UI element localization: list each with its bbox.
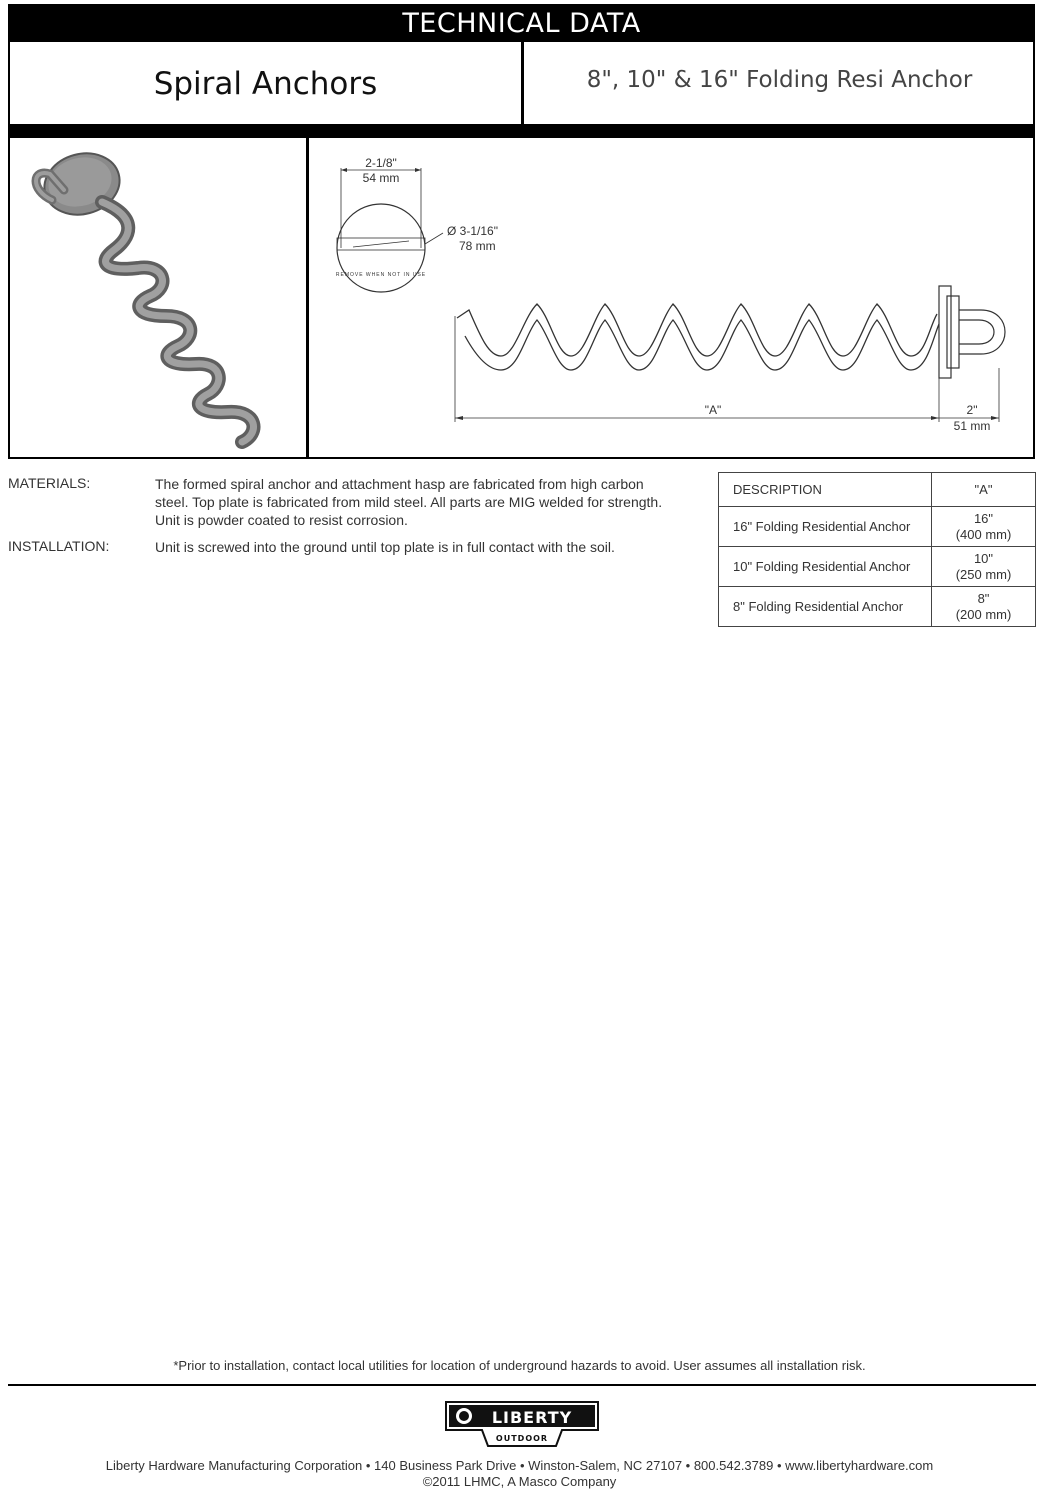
logo-sub: OUTDOOR [495,1434,549,1443]
materials-line: steel. Top plate is fabricated from mild steel. All parts are MIG welded for strength. [155,494,663,510]
header-bar [8,4,1035,42]
disclaimer: *Prior to installation, contact local utilities for location of underground hazards to avoid. User assumes all installation risk. [173,1358,866,1373]
installation-label: INSTALLATION: [8,538,110,554]
installation-text: Unit is screwed into the ground until top plate is in full contact with the soil. [155,539,615,555]
table-header-a: "A" [932,473,1036,507]
materials-line: Unit is powder coated to resist corrosion. [155,512,408,528]
footer-copyright: ©2011 LHMC, A Masco Company [422,1474,617,1489]
technical-drawing [309,138,1033,457]
logo-name: LIBERTY [491,1408,573,1427]
plate-caption: REMOVE WHEN NOT IN USE [335,272,427,278]
separator-bar [8,124,1035,138]
materials-label: MATERIALS: [8,475,91,491]
row-description: 8" Folding Residential Anchor [719,587,932,627]
table-header-description: DESCRIPTION [719,473,932,507]
spiral-side-view [457,304,937,356]
footer-rule [8,1384,1036,1386]
table-row [719,507,1036,547]
plate-diameter-in: Ø 3-1/16" [447,224,498,238]
plate-width-in: 2-1/8" [365,156,397,170]
image-row [8,138,1035,459]
row-a-value: 10" (250 mm) [932,547,1036,587]
dimensions-table [718,472,1036,627]
materials-text [155,475,662,529]
row-a-value: 8" (200 mm) [932,587,1036,627]
materials-line: The formed spiral anchor and attachment hasp are fabricated from high carbon [155,476,644,492]
plate-width-mm: 54 mm [362,171,400,185]
liberty-logo [442,1400,602,1450]
row-description: 16" Folding Residential Anchor [719,507,932,547]
plate-diameter-mm: 78 mm [459,239,496,253]
hasp-mm: 51 mm [953,419,991,433]
table-row [719,587,1036,627]
table-header-row [719,473,1036,507]
product-name: Spiral Anchors [153,66,378,102]
page-title: TECHNICAL DATA [402,8,641,39]
footer-address: Liberty Hardware Manufacturing Corporation • 140 Business Park Drive • Winston-Salem, NC 27107 • 800.542.3789 • www.libertyhardware.com [105,1458,934,1473]
product-variant: 8", 10" & 16" Folding Resi Anchor [586,67,973,93]
anchor-photo [10,138,306,457]
row-a-value: 16" (400 mm) [932,507,1036,547]
hasp-in: 2" [966,403,978,417]
title-row [8,42,1035,124]
length-a-label: "A" [704,403,722,417]
table-row [719,547,1036,587]
row-description: 10" Folding Residential Anchor [719,547,932,587]
